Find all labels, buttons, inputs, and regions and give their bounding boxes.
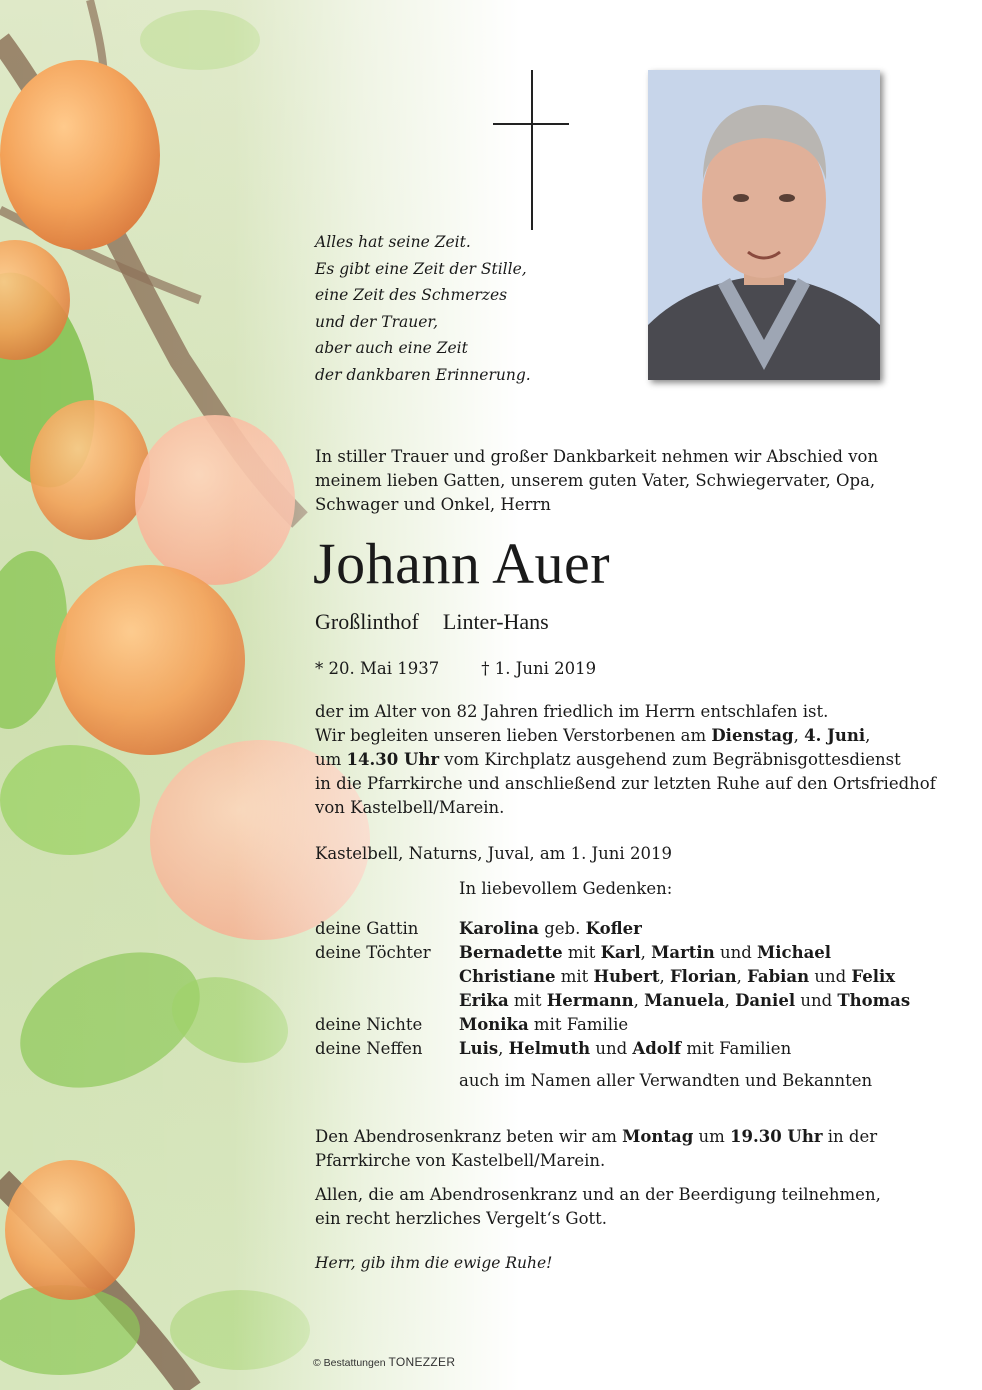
place-and-date: Kastelbell, Naturns, Juval, am 1. Juni 2019: [315, 844, 672, 863]
motto-line: aber auch eine Zeit: [315, 339, 468, 357]
bold-text: Christiane: [459, 967, 556, 986]
text-line: [315, 724, 936, 748]
bold-text: Hermann: [546, 991, 634, 1010]
closing-prayer: Herr, gib ihm die ewige Ruhe!: [315, 1254, 553, 1272]
birth-date: * 20. Mai 1937: [315, 659, 440, 678]
intro-paragraph: [315, 445, 915, 517]
text: mit: [555, 967, 594, 986]
bold-text: Helmuth: [508, 1039, 591, 1058]
bold-text: Erika: [459, 991, 509, 1010]
bold-text: Monika: [459, 1015, 529, 1034]
bold-text: Fabian: [747, 967, 810, 986]
bold-text: Luis: [459, 1039, 499, 1058]
thanks-paragraph: [315, 1183, 881, 1231]
relation-label: deine Nichte: [315, 1015, 423, 1034]
text: Wir begleiten unseren lieben Verstorbenen am: [315, 726, 712, 745]
cross-icon: [492, 70, 572, 232]
funeral-home-brand: TONEZZER: [388, 1355, 456, 1369]
mourner-row: [315, 1013, 910, 1037]
text: um: [315, 750, 347, 769]
bold-text: Karl: [600, 943, 641, 962]
motto-line: und der Trauer,: [315, 312, 439, 331]
mourner-row: [315, 989, 910, 1013]
relatives-note: auch im Namen aller Verwandten und Bekannten: [459, 1071, 873, 1090]
bold-text: Dienstag: [711, 726, 794, 745]
text: mit Familien: [681, 1039, 792, 1058]
death-date: † 1. Juni 2019: [481, 659, 597, 678]
text: mit: [562, 943, 601, 962]
text: vom Kirchplatz ausgehend zum Begräbnisgottesdienst: [439, 750, 901, 769]
motto-poem: [315, 229, 531, 388]
deceased-name: Johann Auer: [313, 531, 611, 596]
text-line: [315, 748, 936, 772]
text: in der: [822, 1127, 878, 1146]
bold-text: 19.30 Uhr: [730, 1127, 823, 1146]
text: ,: [633, 991, 645, 1010]
bold-text: Kofler: [585, 919, 642, 938]
mourner-names: [459, 917, 642, 941]
text-line: [315, 1149, 877, 1173]
text: geb.: [538, 919, 586, 938]
relation-label: [315, 989, 459, 1013]
text-line: [315, 700, 936, 724]
text: ,: [793, 726, 805, 745]
bold-text: Hubert: [593, 967, 660, 986]
mourner-names: [459, 941, 831, 965]
mourners-list: [315, 917, 910, 1061]
intro-line: In stiller Trauer und großer Dankbarkeit nehmen wir Abschied von: [315, 447, 879, 466]
copyright-prefix: © Bestattungen: [313, 1357, 386, 1369]
text: mit: [508, 991, 547, 1010]
text: und: [590, 1039, 633, 1058]
relation-label: [315, 965, 459, 989]
copyright-notice: [313, 1355, 455, 1369]
in-memory-heading: In liebevollem Gedenken:: [459, 879, 673, 898]
thanks-line: ein recht herzliches Vergelt‘s Gott.: [315, 1209, 608, 1228]
rosary-paragraph: [315, 1125, 877, 1173]
bold-text: Felix: [851, 967, 896, 986]
relation-label: deine Neffen: [315, 1039, 423, 1058]
thanks-line: Allen, die am Abendrosenkranz und an der Beerdigung teilnehmen,: [315, 1185, 881, 1204]
nickname: Linter-Hans: [442, 609, 549, 634]
farm-name: Großlinthof: [315, 609, 419, 634]
text: und: [795, 991, 838, 1010]
motto-line: der dankbaren Erinnerung.: [315, 365, 531, 384]
mourner-names: [459, 965, 895, 989]
text-line: [315, 1125, 877, 1149]
mourner-row: [315, 917, 910, 941]
intro-line: meinem lieben Gatten, unserem guten Vater, Schwiegervater, Opa,: [315, 471, 876, 490]
text: ,: [724, 991, 736, 1010]
text-line: [315, 796, 936, 820]
bold-text: Martin: [651, 943, 715, 962]
mourner-row: [315, 965, 910, 989]
bold-text: Daniel: [735, 991, 796, 1010]
motto-line: Es gibt eine Zeit der Stille,: [315, 259, 527, 278]
bold-text: Karolina: [459, 919, 539, 938]
text: ,: [659, 967, 670, 986]
text: Den Abendrosenkranz beten wir am: [315, 1127, 623, 1146]
mourner-row: [315, 941, 910, 965]
relation-label: deine Gattin: [315, 919, 419, 938]
mourner-names: [459, 989, 910, 1013]
bold-text: Montag: [622, 1127, 694, 1146]
relation-label: deine Töchter: [315, 943, 431, 962]
bold-text: Michael: [757, 943, 832, 962]
farm-names: [315, 606, 549, 638]
intro-line: Schwager und Onkel, Herrn: [315, 495, 551, 514]
text: Pfarrkirche von Kastelbell/Marein.: [315, 1151, 606, 1170]
text: von Kastelbell/Marein.: [315, 798, 505, 817]
portrait-photo: [648, 70, 880, 380]
text: mit Familie: [528, 1015, 629, 1034]
funeral-paragraph: [315, 700, 936, 820]
text: ,: [640, 943, 652, 962]
text: in die Pfarrkirche und anschließend zur letzten Ruhe auf den Ortsfriedhof: [315, 774, 936, 793]
bold-text: Adolf: [632, 1039, 682, 1058]
bold-text: 14.30 Uhr: [346, 750, 440, 769]
bold-text: 4. Juni: [804, 726, 866, 745]
text: ,: [498, 1039, 509, 1058]
bold-text: Bernadette: [459, 943, 563, 962]
text: und: [714, 943, 758, 962]
bold-text: Thomas: [837, 991, 911, 1010]
life-dates: [315, 657, 596, 681]
text: ,: [736, 967, 748, 986]
mourner-names: [459, 1013, 628, 1037]
mourner-names: [459, 1037, 791, 1061]
text: ,: [865, 726, 871, 745]
motto-line: eine Zeit des Schmerzes: [315, 286, 508, 304]
bold-text: Florian: [669, 967, 737, 986]
text: der im Alter von 82 Jahren friedlich im Herrn entschlafen ist.: [315, 702, 829, 721]
mourner-row: [315, 1037, 910, 1061]
motto-line: Alles hat seine Zeit.: [315, 233, 471, 251]
text-line: [315, 772, 936, 796]
text: um: [693, 1127, 731, 1146]
bold-text: Manuela: [644, 991, 725, 1010]
text: und: [809, 967, 852, 986]
